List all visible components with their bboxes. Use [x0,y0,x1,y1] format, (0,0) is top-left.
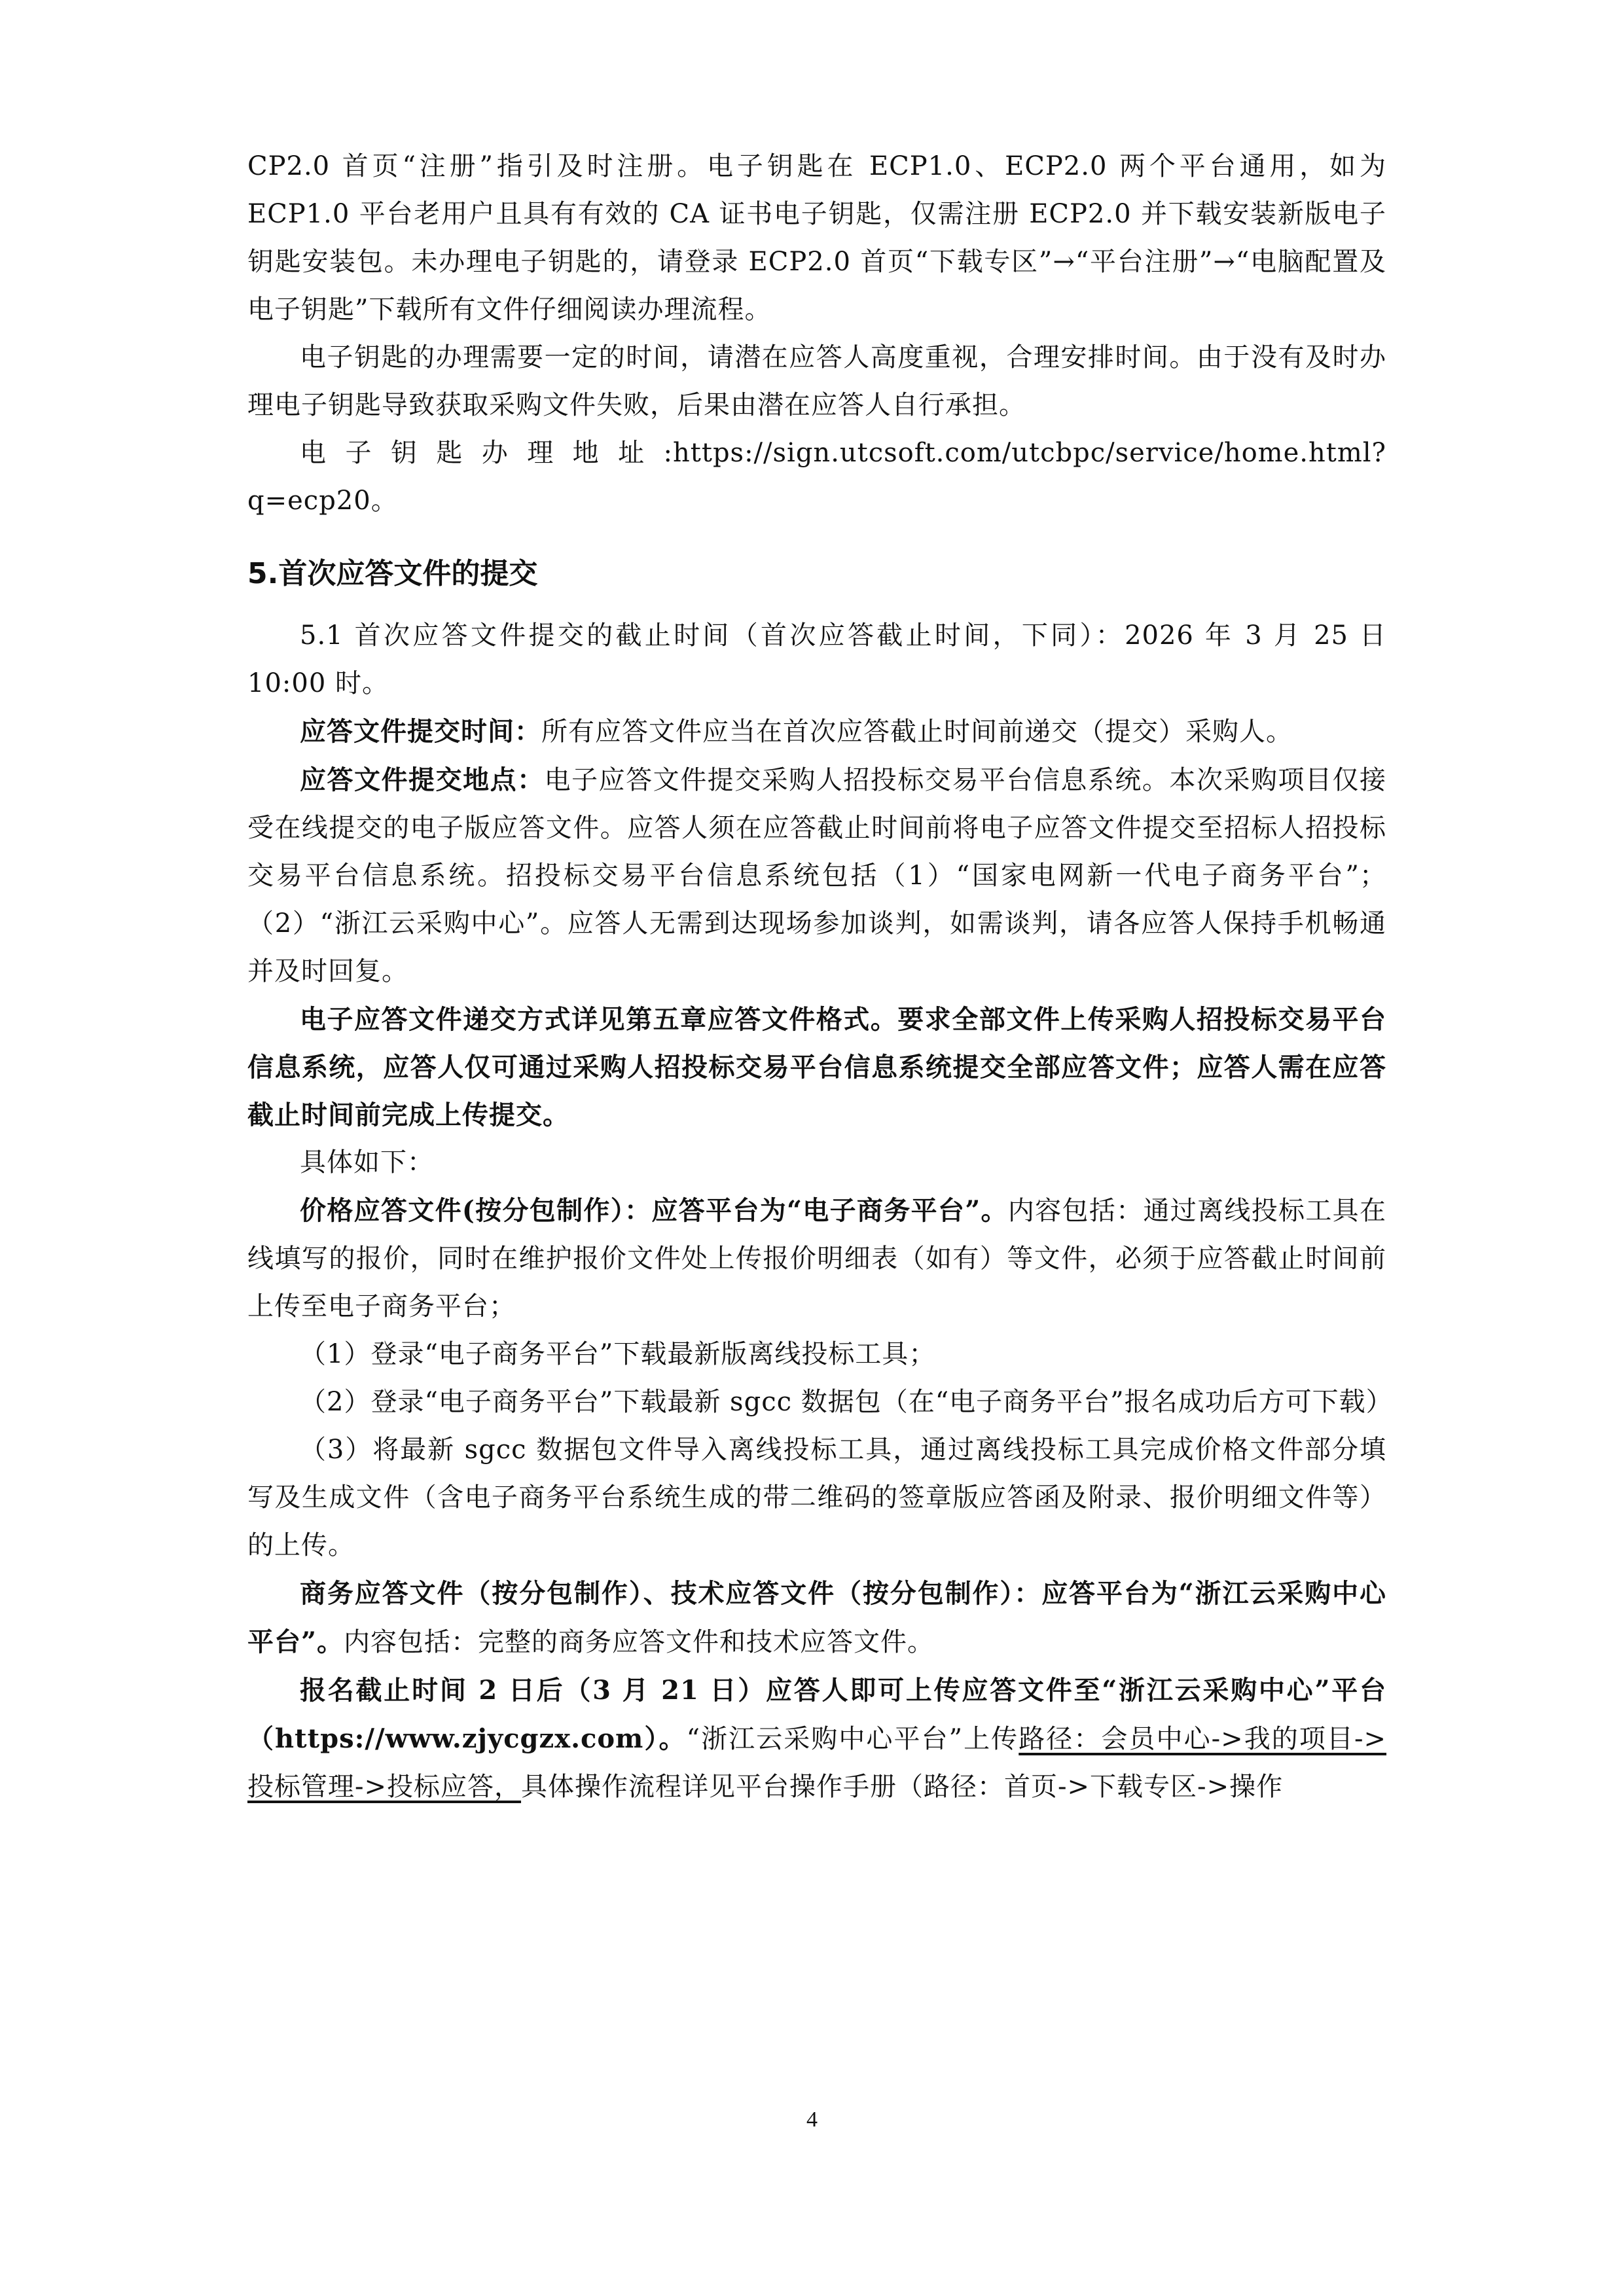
paragraph-ekey-address: 电子钥匙办理地址:https://sign.utcsoft.com/utcbpc/service/home.html?q=ecp20。 [247,438,1386,516]
paragraph-deadline: 5.1 首次应答文件提交的截止时间（首次应答截止时间，下同）：2026 年 3 月 25 日 10:00 时。 [247,620,1386,698]
paragraph-submission-method: 电子应答文件递交方式详见第五章应答文件格式。要求全部文件上传采购人招投标交易平台信息系统，应答人仅可通过采购人招投标交易平台信息系统提交全部应答文件；应答人需在应答截止时间前完成上传提交。 [247,1004,1386,1130]
paragraph-submission-time [247,708,1386,756]
text-upload-intro: “浙江云采购中心平台”上传 [686,1724,1019,1754]
paragraph-upload-path [247,1666,1386,1811]
paragraph-ecp-registration: CP2.0 首页“注册”指引及时注册。电子钥匙在 ECP1.0、ECP2.0 两个平台通用，如为 ECP1.0 平台老用户且具有有效的 CA 证书电子钥匙，仅需注册 ECP2.0 并下载安装新版电子钥匙安装包。未办理电子钥匙的，请登录 ECP2.0 首页“下载专区”→“平台注册”→“电脑配置及电子钥匙”下载所有文件仔细阅读办理流程。 [247,151,1386,325]
label-price-file: 价格应答文件(按分包制作）：应答平台为“电子商务平台”。 [300,1195,1008,1226]
paragraph-commercial-technical [247,1570,1386,1666]
paragraph-price-file [247,1187,1386,1331]
paragraph-ekey-time-notice: 电子钥匙的办理需要一定的时间，请潜在应答人高度重视，合理安排时间。由于没有及时办理电子钥匙导致获取采购文件失败，后果由潜在应答人自行承担。 [247,342,1386,420]
list-item-step-2: （2）登录“电子商务平台”下载最新 sgcc 数据包（在“电子商务平台”报名成功后方可下载） [300,1387,1393,1417]
list-item-step-1: （1）登录“电子商务平台”下载最新版离线投标工具； [300,1339,936,1369]
label-upload-date: 报名截止时间 2 日后（3 月 21 日）应答人即可上传应答文件至“浙江云采购中心”平台（https://www.zjycgzx.com）。 [247,1675,1386,1754]
upload-path-link[interactable]: 路径：会员中心->我的项目->投标管理->投标应答， [247,1724,1387,1802]
paragraph-submission-location [247,756,1386,996]
label-commercial-technical: 商务应答文件（按分包制作）、技术应答文件（按分包制作）：应答平台为“浙江云采购中心平台”。 [247,1578,1386,1657]
text-commercial-technical: 内容包括：完整的商务应答文件和技术应答文件。 [344,1627,935,1657]
label-submission-time: 应答文件提交时间： [300,716,541,747]
list-item-step-3: （3）将最新 sgcc 数据包文件导入离线投标工具，通过离线投标工具完成价格文件部分填写及生成文件（含电子商务平台系统生成的带二维码的签章版应答函及附录、报价明细文件等）的上传。 [247,1435,1386,1560]
section-heading: 5.首次应答文件的提交 [247,557,538,590]
label-submission-location: 应答文件提交地点： [300,764,545,795]
page-body [247,143,1393,1811]
text-upload-manual: 具体操作流程详见平台操作手册（路径：首页->下载专区->操作 [521,1772,1284,1802]
text-submission-time: 所有应答文件应当在首次应答截止时间前递交（提交）采购人。 [541,717,1293,747]
text-submission-location: 电子应答文件提交采购人招投标交易平台信息系统。本次采购项目仅接受在线提交的电子版应答文件。应答人须在应答截止时间前将电子应答文件提交至招标人招投标交易平台信息系统。招投标交易平台信息系统包括（1）“国家电网新一代电子商务平台”；（2）“浙江云采购中心”。应答人无需到达现场参加谈判，如需谈判，请各应答人保持手机畅通并及时回复。 [247,765,1387,986]
text-price-file: 内容包括：通过离线投标工具在线填写的报价，同时在维护报价文件处上传报价明细表（如有）等文件，必须于应答截止时间前上传至电子商务平台； [247,1196,1386,1321]
paragraph-details-intro: 具体如下： [300,1147,434,1177]
page-number: 4 [806,2108,818,2132]
